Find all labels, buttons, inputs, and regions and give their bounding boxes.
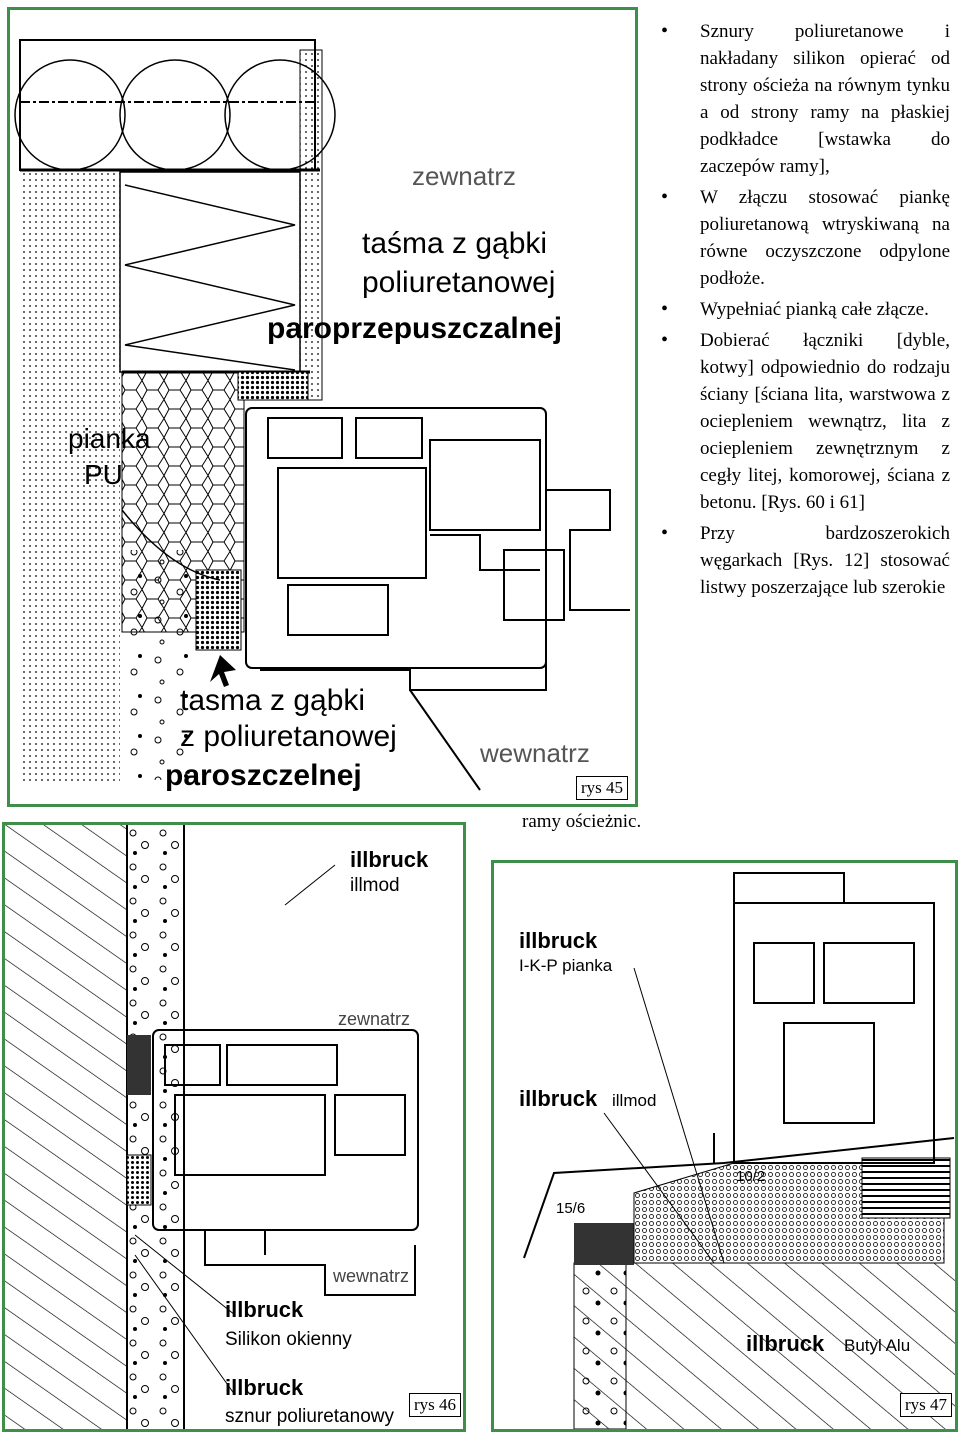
fig46-brand-1: illbruck (350, 847, 429, 872)
figure-45 (7, 7, 638, 807)
bullet-item: • Przy bardzoszerokich węgarkach [Rys. 12] stosować listwy poszerzające lub szerokie (655, 520, 950, 601)
fig45-zewnatrz-label: zewnatrz (412, 161, 517, 191)
fig46-product-3: sznur poliuretanowy (225, 1406, 394, 1427)
bullet-item: • Sznury poliuretanowe i nakładany silikon opierać od strony ościeża na równym tynku a od strony ramy na płaskiej podkładce [wstawka do zaczepów ramy], (655, 18, 950, 180)
continuation-text: ramy ościeżnic. (522, 811, 642, 832)
bullet-item: • Dobierać łączniki [dyble, kotwy] odpowiednio do rodzaju ściany [ściana lita, warstwowa z ociepleniem wewnątrz, lita z ociepleniem zewnętrznym z cegły litej, komorowej, ściana z betonu. [Rys. 60 i 61] (655, 327, 950, 516)
fig46-zewnatrz: zewnatrz (338, 1009, 411, 1029)
bullet-item: • W złączu stosować piankę poliuretanową wtryskiwaną na równe oczyszczone odpylone podłoże. (655, 184, 950, 292)
figure-47 (491, 860, 958, 1432)
fig46-wewnatrz: wewnatrz (333, 1266, 410, 1286)
fig47-brand-2: illbruck (519, 1086, 598, 1111)
fig45-foam-line2: PU (84, 459, 123, 490)
fig46-caption: rys 46 (409, 1393, 461, 1417)
fig45-tape-bot-line3: paroszczelnej (165, 759, 362, 792)
fig47-product-2: illmod (612, 1091, 657, 1110)
fig47-dim-1: 10/2 (736, 1168, 766, 1185)
bullet-list (655, 18, 950, 605)
figure-45-drawing (10, 10, 635, 804)
figure-46 (2, 822, 466, 1432)
fig47-dim-2: 15/6 (556, 1200, 586, 1217)
figure-47-drawing (494, 863, 955, 1429)
fig47-product-1: I-K-P pianka (519, 956, 613, 975)
figure-46-drawing (5, 825, 463, 1429)
fig45-wewnatrz-label: wewnatrz (480, 738, 590, 768)
fig46-brand-3: illbruck (225, 1375, 304, 1400)
bullet-item: • Wypełniać pianką całe złącze. (655, 296, 950, 323)
fig45-foam-line1: pianka (68, 423, 151, 454)
fig46-product-2: Silikon okienny (225, 1329, 352, 1350)
fig47-caption: rys 47 (900, 1393, 952, 1417)
fig47-brand-1: illbruck (519, 928, 598, 953)
fig45-tape-bot-line2: z poliuretanowej (180, 720, 397, 753)
fig47-product-3: Butyl Alu (844, 1336, 911, 1355)
fig45-tape-top-line2: poliuretanowej (362, 266, 556, 299)
fig45-tape-top-line3: paroprzepuszczalnej (267, 312, 563, 345)
fig47-brand-3: illbruck (746, 1331, 825, 1356)
fig46-brand-2: illbruck (225, 1297, 304, 1322)
fig45-tape-bot-line1: tasma z gąbki (180, 684, 366, 717)
fig46-product-1: illmod (350, 875, 400, 896)
fig45-caption: rys 45 (576, 776, 628, 800)
fig45-tape-top-line1: taśma z gąbki (362, 227, 548, 260)
